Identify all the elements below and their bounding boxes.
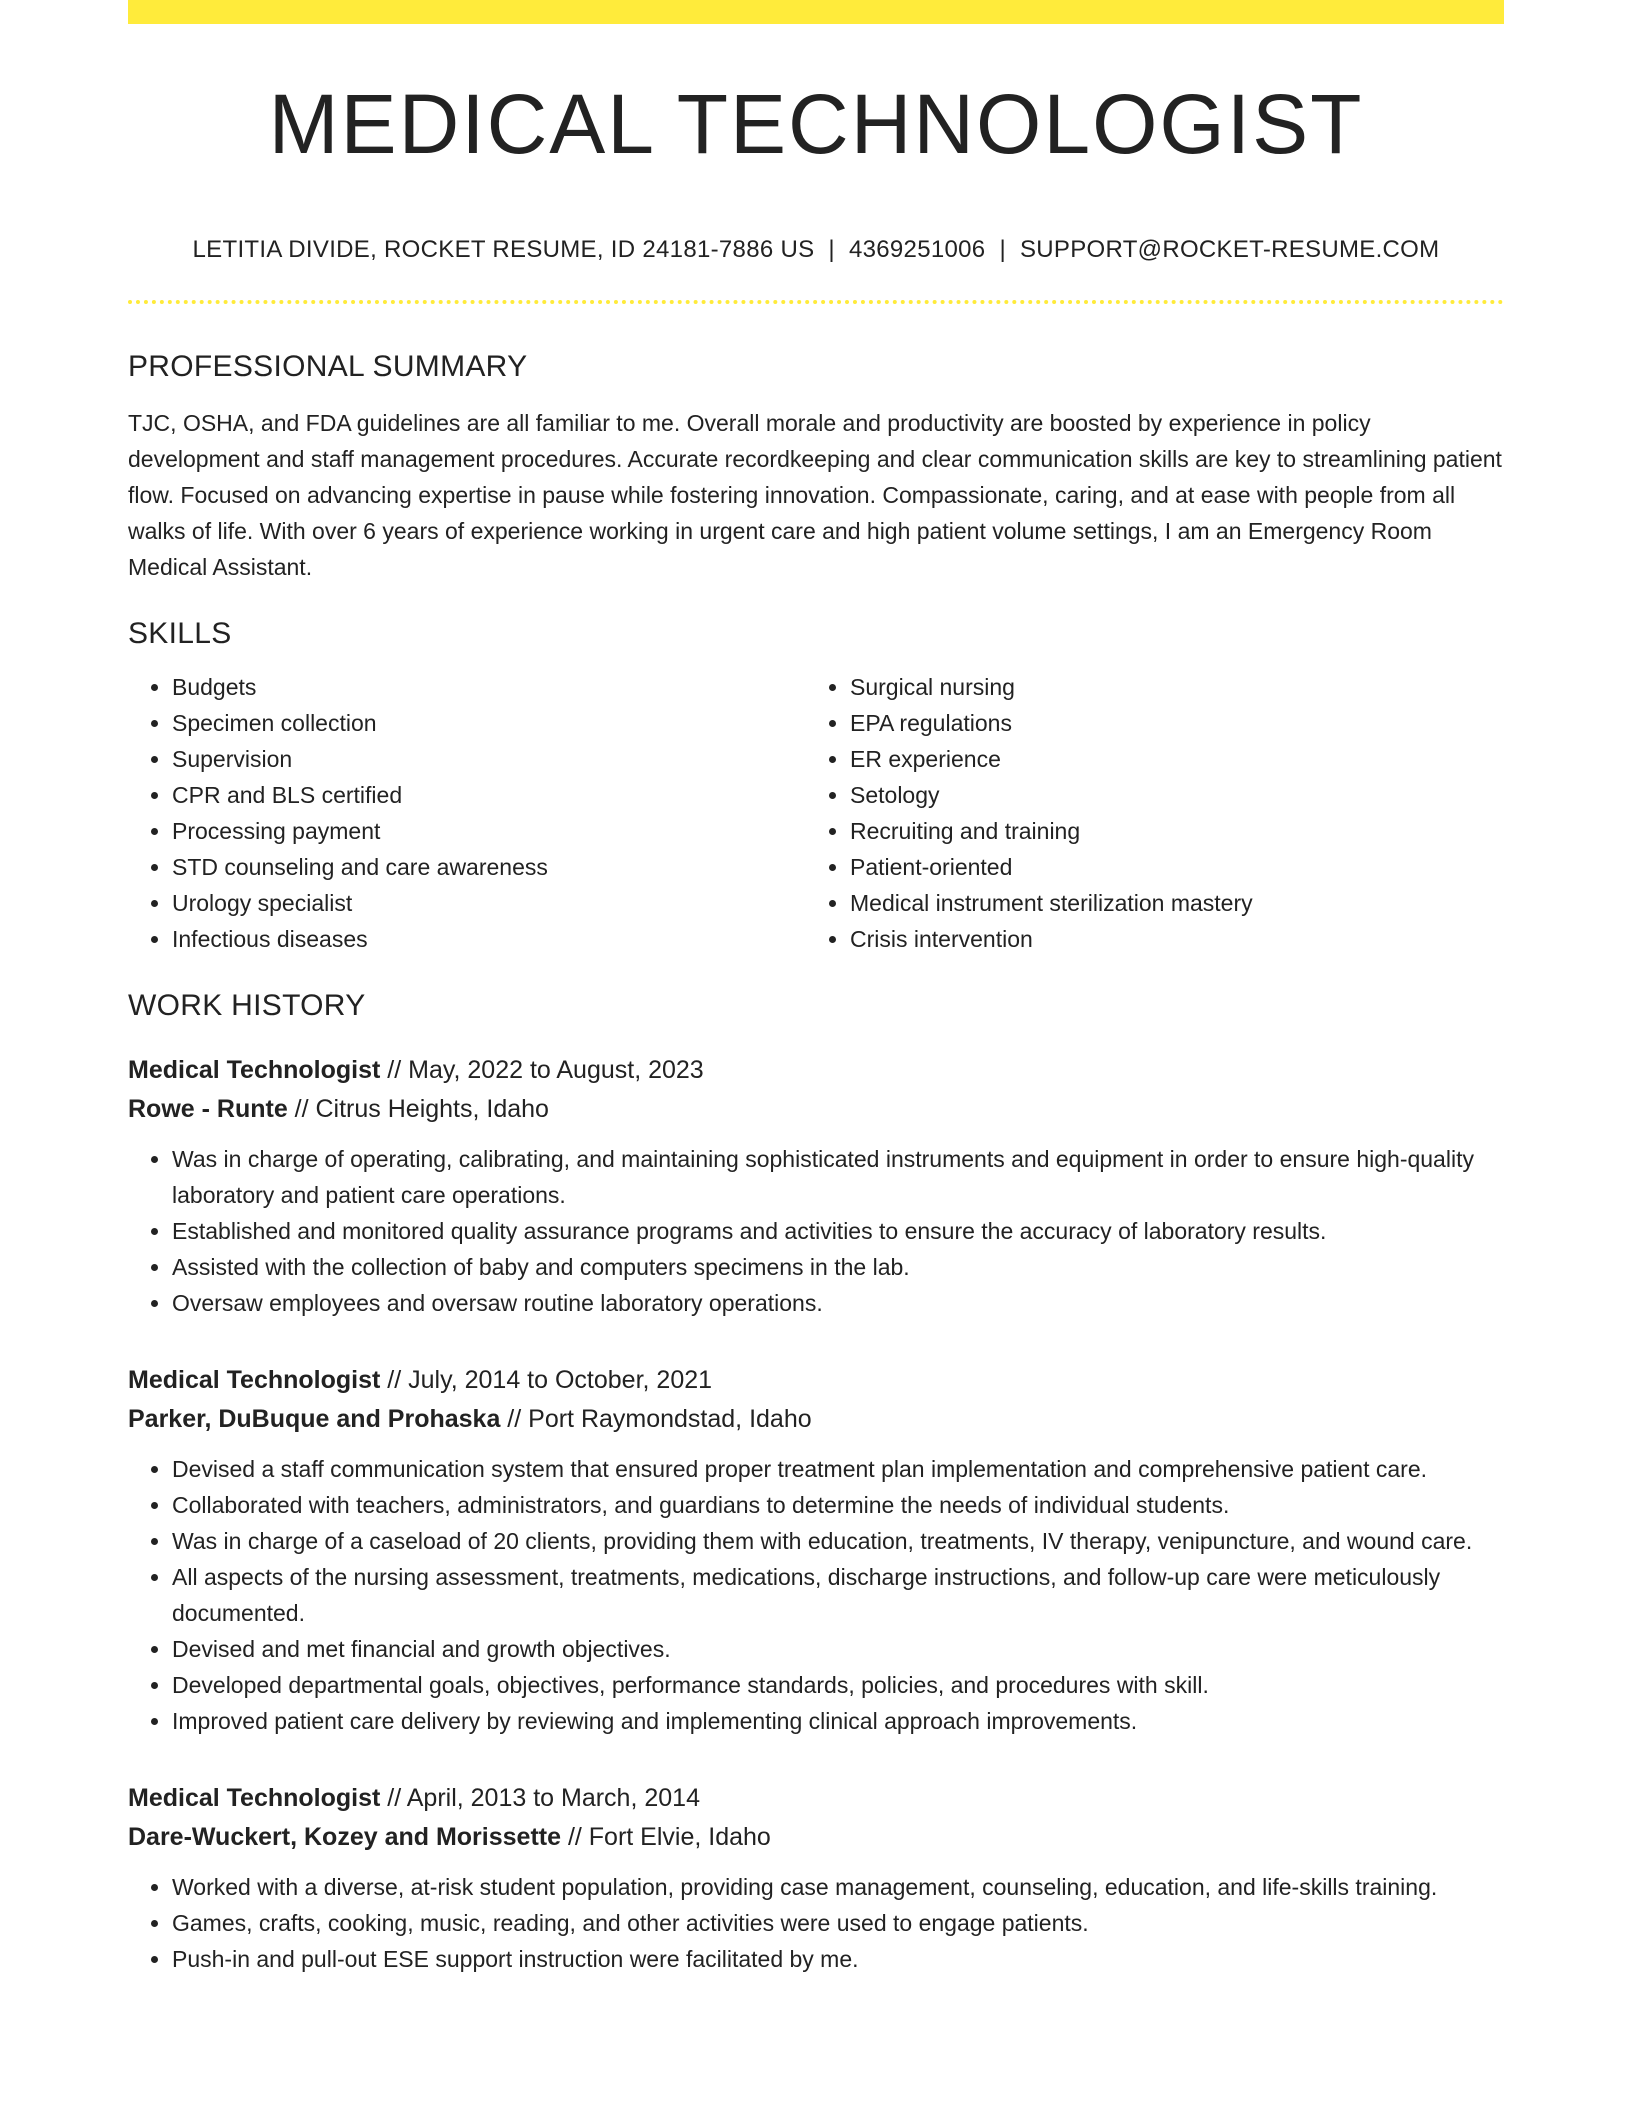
job-bullet: • Push-in and pull-out ESE support instruction were facilitated by me.: [172, 1941, 1504, 1977]
summary-heading: PROFESSIONAL SUMMARY: [128, 350, 528, 383]
job-company: Parker, DuBuque and Prohaska: [128, 1405, 501, 1433]
skill-item: • EPA regulations: [850, 705, 1484, 741]
job-title-line: [128, 1361, 1504, 1400]
skill-item: • Recruiting and training: [850, 813, 1484, 849]
job-location: // Fort Elvie, Idaho: [561, 1823, 771, 1851]
job-dates: // May, 2022 to August, 2023: [380, 1056, 704, 1084]
skill-item: • Medical instrument sterilization mastery: [850, 885, 1484, 921]
contact-separator: |: [828, 236, 835, 263]
summary-text: TJC, OSHA, and FDA guidelines are all familiar to me. Overall morale and productivity are boosted by experience in policy development and staff management procedures. Accurate recordkeeping and clear communication skills are key to streamlining patient flow. Focused on advancing expertise in pause while fostering innovation. Compassionate, caring, and at ease with people from all walks of life. With over 6 years of experience working in urgent care and high patient volume settings, I am an Emergency Room Medical Assistant.: [128, 410, 1502, 580]
skill-item: • Supervision: [172, 741, 806, 777]
dotted-divider: [128, 300, 1504, 304]
job-company-line: [128, 1090, 1504, 1129]
job-company: Dare-Wuckert, Kozey and Morissette: [128, 1823, 561, 1851]
skill-item: • Processing payment: [172, 813, 806, 849]
job-bullet: • Collaborated with teachers, administrators, and guardians to determine the needs of individual students.: [172, 1487, 1504, 1523]
contact-line: [128, 238, 1504, 262]
skill-item: • Setology: [850, 777, 1484, 813]
job-location: // Port Raymondstad, Idaho: [500, 1405, 812, 1433]
skill-item: • Budgets: [172, 669, 806, 705]
skill-item: • STD counseling and care awareness: [172, 849, 806, 885]
resume-page: [128, 0, 1504, 1977]
skill-item: • Patient-oriented: [850, 849, 1484, 885]
job-company: Rowe - Runte: [128, 1095, 288, 1123]
job-bullet: • Devised a staff communication system that ensured proper treatment plan implementation and comprehensive patient care.: [172, 1451, 1504, 1487]
job-bullet: • Was in charge of operating, calibrating, and maintaining sophisticated instruments and equipment in order to ensure high-quality laboratory and patient care operations.: [172, 1141, 1504, 1213]
job-bullets: [128, 1451, 1504, 1739]
accent-top-bar: [128, 0, 1504, 24]
resume-title: MEDICAL TECHNOLOGIST: [268, 77, 1364, 171]
skill-item: • Urology specialist: [172, 885, 806, 921]
job-title: Medical Technologist: [128, 1366, 381, 1394]
job-title: Medical Technologist: [128, 1784, 381, 1812]
job-bullets: [128, 1869, 1504, 1977]
job-dates: // July, 2014 to October, 2021: [380, 1366, 713, 1394]
job-dates: // April, 2013 to March, 2014: [380, 1784, 700, 1812]
skill-item: • Specimen collection: [172, 705, 806, 741]
job-bullet: • Devised and met financial and growth objectives.: [172, 1631, 1504, 1667]
contact-phone: 4369251006: [848, 236, 986, 263]
job-bullet: • Oversaw employees and oversaw routine laboratory operations.: [172, 1285, 1504, 1321]
job-bullet: • Established and monitored quality assurance programs and activities to ensure the accuracy of laboratory results.: [172, 1213, 1504, 1249]
job-bullet: • Assisted with the collection of baby and computers specimens in the lab.: [172, 1249, 1504, 1285]
job-bullet: • Was in charge of a caseload of 20 clients, providing them with education, treatments, IV therapy, venipuncture, and wound care.: [172, 1523, 1504, 1559]
contact-address: LETITIA DIVIDE, ROCKET RESUME, ID 24181-7886 US: [192, 236, 815, 263]
job-company-line: [128, 1400, 1504, 1439]
job-title: Medical Technologist: [128, 1056, 381, 1084]
skill-item: • Infectious diseases: [172, 921, 806, 957]
skills-columns: [128, 669, 1504, 957]
job-title-line: [128, 1051, 1504, 1090]
job-entry: [128, 1779, 1504, 1977]
job-location: // Citrus Heights, Idaho: [287, 1095, 549, 1123]
job-entry: [128, 1361, 1504, 1739]
skill-item: • CPR and BLS certified: [172, 777, 806, 813]
job-bullet: • Improved patient care delivery by reviewing and implementing clinical approach improvements.: [172, 1703, 1504, 1739]
job-bullet: • All aspects of the nursing assessment, treatments, medications, discharge instructions, and follow-up care were meticulously documented.: [172, 1559, 1504, 1631]
job-company-line: [128, 1818, 1504, 1857]
contact-separator: |: [999, 236, 1006, 263]
job-title-line: [128, 1779, 1504, 1818]
job-bullets: [128, 1141, 1504, 1321]
skills-heading: SKILLS: [128, 617, 232, 650]
work-history-heading: WORK HISTORY: [128, 989, 366, 1022]
job-bullet: • Games, crafts, cooking, music, reading, and other activities were used to engage patients.: [172, 1905, 1504, 1941]
job-bullet: • Worked with a diverse, at-risk student population, providing case management, counseling, education, and life-skills training.: [172, 1869, 1504, 1905]
skill-item: • Surgical nursing: [850, 669, 1484, 705]
job-entry: [128, 1051, 1504, 1321]
skills-list-left: [128, 669, 806, 957]
skills-list-right: [806, 669, 1484, 957]
job-bullet: • Developed departmental goals, objectives, performance standards, policies, and procedures with skill.: [172, 1667, 1504, 1703]
skill-item: • Crisis intervention: [850, 921, 1484, 957]
skill-item: • ER experience: [850, 741, 1484, 777]
contact-email: SUPPORT@ROCKET-RESUME.COM: [1019, 236, 1440, 263]
